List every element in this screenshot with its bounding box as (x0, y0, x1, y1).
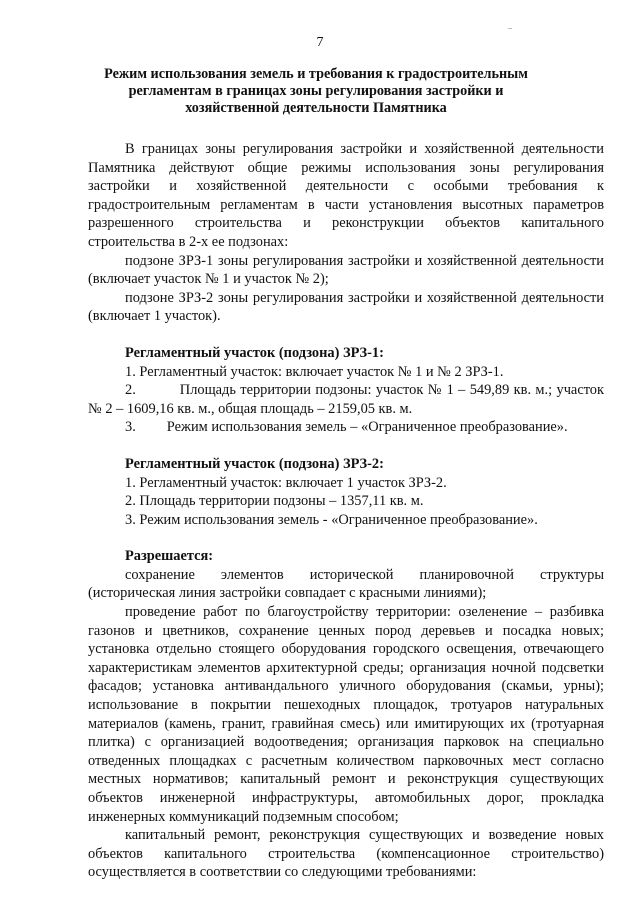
section-title: Режим использования земель и требования к градостроительным регламентам в границах зоны регулирования застройки и хозяйственной деятельности Памятника (104, 66, 528, 116)
zrz2-item-2 (88, 492, 604, 511)
scan-speck (508, 28, 512, 29)
zrz1-item-3 (88, 418, 604, 437)
list-number: 2. (125, 493, 136, 510)
list-text: Регламентный участок: включает 1 участок ЗРЗ-2. (139, 474, 447, 491)
list-text: Площадь территории подзоны – 1357,11 кв. м. (139, 493, 424, 510)
allowed-paragraph-2: проведение работ по благоустройству территории: озеленение – разбивка газонов и цветников, сохранение ценных пород деревьев и посадка новых; установка отдельно стоящего оборудования городского освещения, отвечающего характеристикам элементов архитектурной среды; организация ночной подсветки фасадов; установка антивандального уличного оборудования (скамьи, урны); использование в покрытии пешеходных площадок, тротуаров натуральных материалов (камень, гранит, гравийная смесь) или имитирующих их (тротуарная плитка) с организацией водоотведения; организация парковок на специально отведенных площадках с расчетным количеством парковочных мест согласно местных нормативов; капитальный ремонт и реконструкция существующих объектов инженерной инфраструктуры, автомобильных дорог, прокладка инженерных коммуникаций подземным способом; (88, 604, 604, 825)
allowed-paragraph-1: сохранение элементов исторической планировочной структуры (историческая линия застройки совпадает с красными линиями); (88, 566, 604, 602)
list-text: Режим использования земель – «Ограниченное преобразование». (166, 419, 568, 436)
intro-paragraph: В границах зоны регулирования застройки и хозяйственной деятельности Памятника действуют общие режимы использования зоны регулирования застройки и хозяйственной деятельности с особыми требования к градостроительным регламентам в части установления высотных параметров разрешенного строительства и реконструкции объектов капитального строительства в 2-х ее подзонах: (88, 141, 604, 250)
list-number: 1. (125, 474, 136, 491)
zrz2-item-1 (88, 474, 604, 493)
list-text: Площадь территории подзоны: участок № 1 – 549,89 кв. м.; участок № 2 – 1609,16 кв. м., общая площадь – 2159,05 кв. м. (88, 382, 604, 417)
document-body (88, 140, 604, 882)
zrz2-heading: Регламентный участок (подзона) ЗРЗ-2: (125, 455, 384, 472)
zrz2-item-3 (88, 511, 604, 530)
page-number: 7 (316, 35, 324, 50)
intro-subzone-2: подзоне ЗРЗ-2 зоны регулирования застройки и хозяйственной деятельности (включает 1 участок). (88, 289, 604, 325)
list-text: Регламентный участок: включает участок № 1 и № 2 ЗРЗ-1. (139, 363, 504, 380)
zrz1-heading: Регламентный участок (подзона) ЗРЗ-1: (125, 344, 384, 361)
intro-subzone-1: подзоне ЗРЗ-1 зоны регулирования застройки и хозяйственной деятельности (включает участок № 1 и участок № 2); (88, 252, 604, 288)
list-number: 2. (125, 382, 136, 399)
list-number: 1. (125, 363, 136, 380)
list-number: 3. (125, 419, 136, 436)
allowed-heading: Разрешается: (125, 548, 214, 565)
zrz1-item-2 (88, 381, 604, 418)
allowed-paragraph-3: капитальный ремонт, реконструкция существующих и возведение новых объектов капитального строительства (компенсационное строительство) осуществляется в соответствии со следующими требованиями: (88, 827, 604, 881)
zrz1-item-1 (88, 363, 604, 382)
list-text: Режим использования земель - «Ограниченное преобразование». (139, 511, 538, 528)
list-number: 3. (125, 511, 136, 528)
